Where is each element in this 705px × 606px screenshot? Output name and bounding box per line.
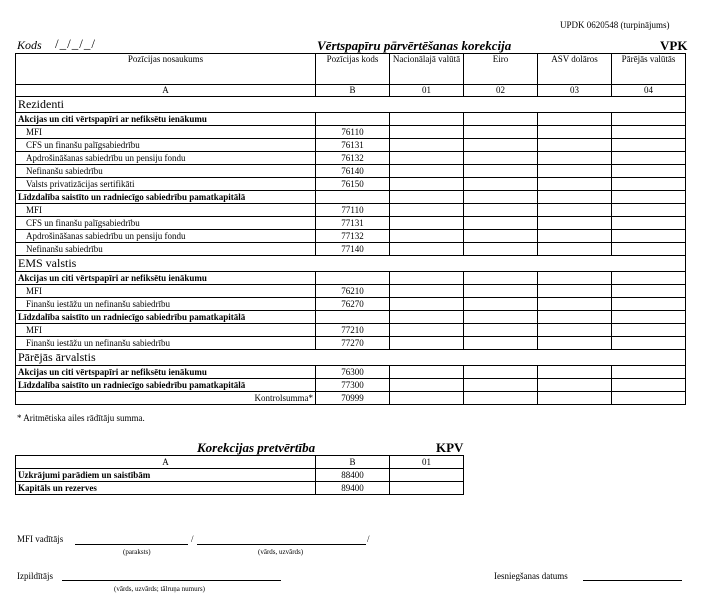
vards-caption: (vārds, uzvārds) (258, 548, 304, 556)
value-cell[interactable] (390, 165, 464, 178)
value-cell[interactable] (390, 204, 464, 217)
value-cell[interactable] (538, 165, 612, 178)
row-code: 89400 (316, 482, 390, 495)
value-cell[interactable] (464, 311, 538, 324)
table-row-item (16, 298, 686, 311)
vpk-table (15, 53, 686, 405)
table-row-section (16, 350, 686, 366)
value-cell[interactable] (538, 366, 612, 379)
value-cell[interactable] (538, 191, 612, 204)
value-cell[interactable] (390, 272, 464, 285)
row-label: CFS un finanšu palīgsabiedrību (16, 139, 316, 152)
value-cell[interactable] (390, 366, 464, 379)
row-label: Uzkrājumi parādiem un saistībām (16, 469, 316, 482)
table-row-item (16, 178, 686, 191)
row-code: 76110 (316, 126, 390, 139)
row-code (316, 191, 390, 204)
value-cell[interactable] (464, 366, 538, 379)
mfi-separator: / (191, 534, 194, 544)
value-cell[interactable] (390, 469, 464, 482)
value-cell[interactable] (464, 230, 538, 243)
value-cell[interactable] (464, 165, 538, 178)
col-letter: 02 (464, 85, 538, 97)
value-cell[interactable] (612, 243, 686, 256)
value-cell[interactable] (612, 311, 686, 324)
value-cell[interactable] (612, 204, 686, 217)
col-letter: 03 (538, 85, 612, 97)
value-cell[interactable] (390, 379, 464, 392)
row-label: MFI (16, 126, 316, 139)
value-cell[interactable] (464, 285, 538, 298)
value-cell[interactable] (538, 217, 612, 230)
value-cell[interactable] (538, 298, 612, 311)
col-letter: A (16, 85, 316, 97)
row-code: 77270 (316, 337, 390, 350)
value-cell[interactable] (612, 285, 686, 298)
value-cell[interactable] (612, 191, 686, 204)
col-header: Pozīcijas nosaukums (16, 54, 316, 85)
footnote: * Aritmētiska ailes rādītāju summa. (17, 413, 145, 423)
value-cell[interactable] (612, 324, 686, 337)
row-label: Finanšu iestāžu un nefinanšu sabiedrību (16, 337, 316, 350)
kods-label: Kods (17, 38, 42, 52)
section-label: EMS valstis (16, 256, 686, 272)
value-cell[interactable] (538, 230, 612, 243)
col-letter: 01 (390, 456, 464, 469)
kpv-row (16, 482, 464, 495)
col-letter: 04 (612, 85, 686, 97)
table-row-item (16, 285, 686, 298)
row-code: 77140 (316, 243, 390, 256)
value-cell[interactable] (612, 379, 686, 392)
kpv-table (15, 455, 464, 495)
row-code: 76131 (316, 139, 390, 152)
value-cell[interactable] (538, 178, 612, 191)
section-label: Pārējās ārvalstis (16, 350, 686, 366)
letter-row (16, 85, 686, 97)
value-cell[interactable] (390, 392, 464, 405)
header-row (16, 54, 686, 85)
value-cell[interactable] (538, 337, 612, 350)
table-row-group (16, 191, 686, 204)
table-row-item (16, 230, 686, 243)
row-label: Apdrošināšanas sabiedrību un pensiju fondu (16, 152, 316, 165)
table-row-item (16, 165, 686, 178)
value-cell[interactable] (464, 204, 538, 217)
value-cell[interactable] (390, 243, 464, 256)
row-label: Kapitāls un rezerves (16, 482, 316, 495)
row-label: Līdzdalība saistīto un radniecīgo sabiedrību pamatkapitālā (16, 379, 316, 392)
col-header: ASV dolāros (538, 54, 612, 85)
table-row-item (16, 126, 686, 139)
row-code: 77110 (316, 204, 390, 217)
table-row-item (16, 243, 686, 256)
value-cell[interactable] (612, 298, 686, 311)
table-row-group (16, 311, 686, 324)
date-line[interactable] (583, 580, 682, 581)
form-code-vpk: VPK (660, 38, 688, 53)
table-row-item (16, 337, 686, 350)
izpilditajs-label: Izpildītājs (17, 571, 53, 581)
row-label: Akcijas un citi vērtspapīri ar nefiksētu ienākumu (16, 113, 316, 126)
kpv-row (16, 469, 464, 482)
value-cell[interactable] (612, 126, 686, 139)
value-cell[interactable] (538, 285, 612, 298)
value-cell[interactable] (612, 337, 686, 350)
value-cell[interactable] (538, 113, 612, 126)
date-label: Iesniegšanas datums (494, 571, 568, 581)
korekcijas-code: KPV (436, 440, 464, 455)
row-code: 70999 (316, 392, 390, 405)
value-cell[interactable] (464, 178, 538, 191)
kods-box[interactable]: /_/_/_/ (55, 36, 96, 51)
row-code: 77131 (316, 217, 390, 230)
value-cell[interactable] (464, 152, 538, 165)
value-cell[interactable] (390, 285, 464, 298)
value-cell[interactable] (390, 324, 464, 337)
value-cell[interactable] (464, 191, 538, 204)
row-code: 76270 (316, 298, 390, 311)
mfi-signature-line[interactable] (75, 544, 188, 545)
row-code (316, 113, 390, 126)
value-cell[interactable] (612, 217, 686, 230)
row-label: Nefinanšu sabiedrību (16, 165, 316, 178)
mfi-end: / (367, 534, 370, 544)
col-header: Nacionālajā valūtā (390, 54, 464, 85)
row-label: Valsts privatizācijas sertifikāti (16, 178, 316, 191)
row-label: MFI (16, 285, 316, 298)
value-cell[interactable] (538, 379, 612, 392)
table-row-control (16, 392, 686, 405)
value-cell[interactable] (390, 217, 464, 230)
value-cell[interactable] (390, 113, 464, 126)
value-cell[interactable] (538, 139, 612, 152)
value-cell[interactable] (464, 126, 538, 139)
value-cell[interactable] (390, 337, 464, 350)
row-code: 76132 (316, 152, 390, 165)
col-letter: A (16, 456, 316, 469)
col-header: Pozīcijas kods (316, 54, 390, 85)
value-cell[interactable] (390, 126, 464, 139)
value-cell[interactable] (538, 311, 612, 324)
paraksts-caption: (paraksts) (123, 548, 151, 556)
row-label: Līdzdalība saistīto un radniecīgo sabiedrību pamatkapitālā (16, 311, 316, 324)
table-row-item (16, 152, 686, 165)
value-cell[interactable] (538, 392, 612, 405)
table-row-item (16, 204, 686, 217)
row-code (316, 311, 390, 324)
table-row-item (16, 324, 686, 337)
value-cell[interactable] (464, 337, 538, 350)
value-cell[interactable] (612, 392, 686, 405)
row-code: 77210 (316, 324, 390, 337)
row-label: Akcijas un citi vērtspapīri ar nefiksētu ienākumu (16, 272, 316, 285)
value-cell[interactable] (538, 126, 612, 139)
value-cell[interactable] (390, 311, 464, 324)
value-cell[interactable] (612, 139, 686, 152)
row-label: Akcijas un citi vērtspapīri ar nefiksētu ienākumu (16, 366, 316, 379)
table-row-group (16, 379, 686, 392)
value-cell[interactable] (538, 324, 612, 337)
table-row-item (16, 217, 686, 230)
row-code (316, 272, 390, 285)
izpilditajs-line[interactable] (62, 580, 281, 581)
value-cell[interactable] (612, 366, 686, 379)
row-code: 88400 (316, 469, 390, 482)
row-code: 76140 (316, 165, 390, 178)
table-row-group (16, 113, 686, 126)
row-code: 76210 (316, 285, 390, 298)
value-cell[interactable] (464, 379, 538, 392)
value-cell[interactable] (464, 243, 538, 256)
value-cell[interactable] (464, 392, 538, 405)
row-label: Kontrolsumma* (16, 392, 316, 405)
mfi-name-line[interactable] (197, 544, 366, 545)
col-letter: B (316, 456, 390, 469)
korekcijas-title: Korekcijas pretvērtība (197, 440, 316, 455)
row-code: 77132 (316, 230, 390, 243)
row-label: Apdrošināšanas sabiedrību un pensiju fondu (16, 230, 316, 243)
form-code: UPDK 0620548 (turpinājums) (560, 20, 670, 30)
value-cell[interactable] (538, 152, 612, 165)
row-label: MFI (16, 324, 316, 337)
table-row-group (16, 366, 686, 379)
value-cell[interactable] (390, 178, 464, 191)
value-cell[interactable] (390, 139, 464, 152)
mfi-label: MFI vadītājs (17, 534, 64, 544)
row-label: MFI (16, 204, 316, 217)
row-label: Nefinanšu sabiedrību (16, 243, 316, 256)
row-label: Finanšu iestāžu un nefinanšu sabiedrību (16, 298, 316, 311)
value-cell[interactable] (612, 165, 686, 178)
value-cell[interactable] (538, 243, 612, 256)
letter-row (16, 456, 464, 469)
col-letter: 01 (390, 85, 464, 97)
table-row-group (16, 272, 686, 285)
value-cell[interactable] (464, 113, 538, 126)
row-label: CFS un finanšu palīgsabiedrību (16, 217, 316, 230)
col-letter: B (316, 85, 390, 97)
value-cell[interactable] (390, 298, 464, 311)
value-cell[interactable] (464, 139, 538, 152)
value-cell[interactable] (612, 152, 686, 165)
value-cell[interactable] (538, 272, 612, 285)
value-cell[interactable] (612, 178, 686, 191)
value-cell[interactable] (390, 191, 464, 204)
value-cell[interactable] (612, 113, 686, 126)
table-row-section (16, 256, 686, 272)
section-label: Rezidenti (16, 97, 686, 113)
col-header: Eiro (464, 54, 538, 85)
table-row-item (16, 139, 686, 152)
col-header: Pārējās valūtās (612, 54, 686, 85)
value-cell[interactable] (538, 204, 612, 217)
form-title: Vērtspapīru pārvērtēšanas korekcija (317, 38, 512, 53)
row-code: 76150 (316, 178, 390, 191)
row-code: 77300 (316, 379, 390, 392)
row-label: Līdzdalība saistīto un radniecīgo sabiedrību pamatkapitālā (16, 191, 316, 204)
value-cell[interactable] (612, 272, 686, 285)
row-code: 76300 (316, 366, 390, 379)
value-cell[interactable] (390, 230, 464, 243)
izpilditajs-caption: (vārds, uzvārds; tālruņa numurs) (114, 585, 205, 593)
table-row-section (16, 97, 686, 113)
value-cell[interactable] (464, 272, 538, 285)
value-cell[interactable] (390, 482, 464, 495)
value-cell[interactable] (612, 230, 686, 243)
value-cell[interactable] (464, 217, 538, 230)
value-cell[interactable] (390, 152, 464, 165)
value-cell[interactable] (464, 324, 538, 337)
value-cell[interactable] (464, 298, 538, 311)
